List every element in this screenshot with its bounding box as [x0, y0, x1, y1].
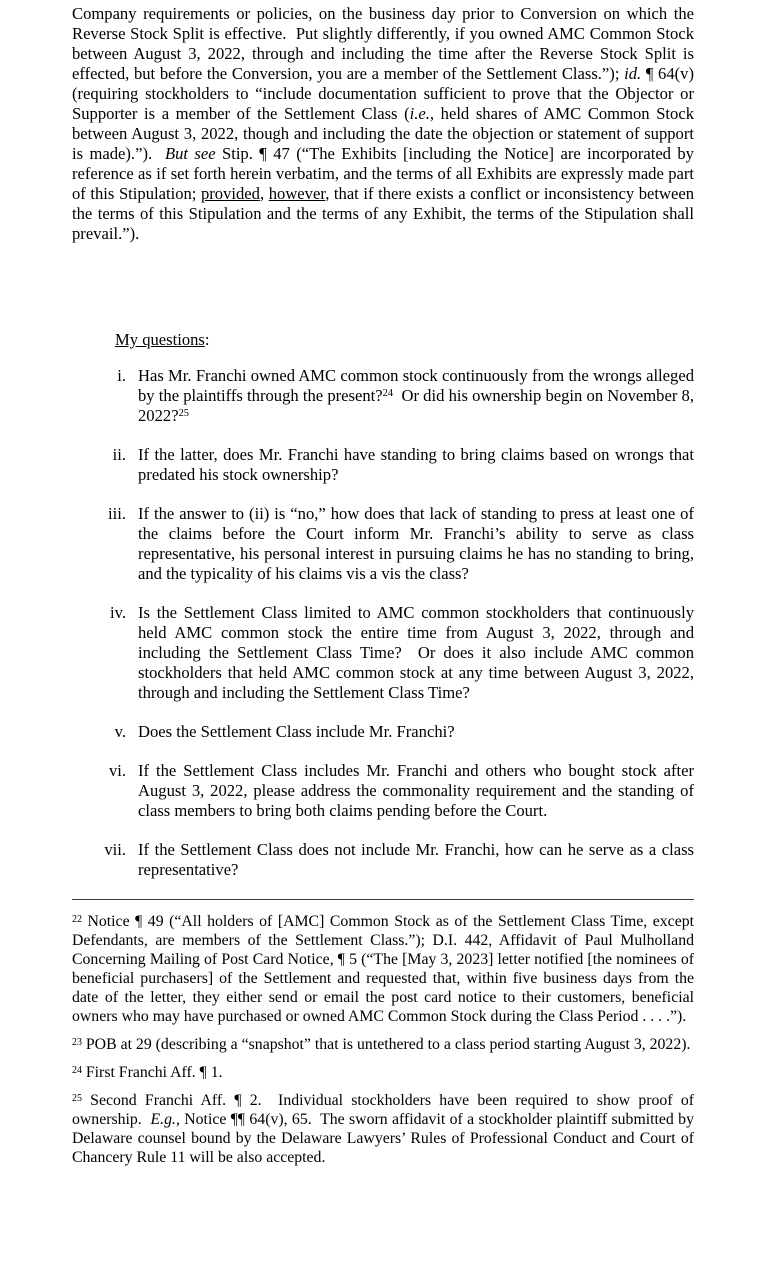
question-numeral: v.	[114, 722, 126, 741]
question-item-iv	[72, 603, 694, 703]
question-text: If the answer to (ii) is “no,” how does that lack of standing to press at least one of the claims before the Court inform Mr. Franchi’s ability to serve as class representative, his personal interest in pursuing claims he has no standing to bring, and the typicality of his claims vis a vis the class?	[138, 504, 694, 583]
question-item-vii	[72, 840, 694, 880]
question-text: If the Settlement Class includes Mr. Franchi and others who bought stock after August 3, 2022, please address the commonality requirement and the standing of class members to bring both claims pending before the Court.	[138, 761, 694, 820]
continued-quote-paragraph: Company requirements or policies, on the business day prior to Conversion on which the Reverse Stock Split is effective. Put slightly differently, if you owned AMC Common Stock between August 3, 2022, through and including the time after the Reverse Stock Split is effected, but before the Conversion, you are a member of the Settlement Class.”); id. ¶ 64(v) (requiring stockholders to “include documentation sufficient to prove that the Objector or Supporter is a member of the Settlement Class (i.e., held shares of AMC Common Stock between August 3, 2022, though and including the date the objection or statement of support is made).”). But see Stip. ¶ 47 (“The Exhibits [including the Notice] are incorporated by reference as if set forth herein verbatim, and the terms of all Exhibits are expressly made part of this Stipulation; provided, however, that if there exists a conflict or inconsistency between the terms of this Stipulation and the terms of any Exhibit, the terms of the Stipulation shall prevail.”).	[72, 4, 695, 243]
footnote-25: $^{25}$ Second Franchi Aff. ¶ 2. Individual stockholders have been required to show proof of ownership. E.g., Notice ¶¶ 64(v), 65. The sworn affidavit of a stockholder plaintiff submitted by Delaware counsel bound by the Delaware Lawyers’ Rules of Professional Conduct and Court of Chancery Rule 11 will be also accepted.	[72, 1092, 694, 1166]
question-numeral: vii.	[104, 840, 126, 859]
question-text: Has Mr. Franchi owned AMC common stock continuously from the wrongs alleged by the plaintiffs through the present?$^{24}$ Or did his ownership begin on November 8, 2022?$^{25}$	[138, 366, 694, 425]
question-item-i	[72, 366, 694, 426]
question-text: If the Settlement Class does not include Mr. Franchi, how can he serve as a class representative?	[138, 840, 694, 879]
question-numeral: vi.	[108, 761, 126, 780]
footnote-22: $^{22}$ Notice ¶ 49 (“All holders of [AMC] Common Stock as of the Settlement Class Time, except Defendants, are members of the Settlement Class.”); D.I. 442, Affidavit of Paul Mulholland Concerning Mailing of Post Card Notice, ¶ 5 (“The [May 3, 2023] letter notified [the nominees of beneficial purchasers] of the Settlement and requested that, within five business days from the date of the letter, they either send or email the post card notice to their customers, beneficial owners who may have purchased or owned AMC Common Stock during the Class Period . . . .”).	[72, 913, 694, 1025]
question-item-v	[72, 722, 694, 742]
question-numeral: i.	[117, 366, 126, 385]
footnote-23: $^{23}$ POB at 29 (describing a “snapshot” that is untethered to a class period starting August 3, 2022).	[72, 1036, 691, 1053]
footnote-separator	[72, 899, 694, 900]
questions-list	[72, 366, 694, 880]
question-item-iii	[72, 504, 694, 584]
question-numeral: iii.	[108, 504, 126, 523]
footnote-24: $^{24}$ First Franchi Aff. ¶ 1.	[72, 1064, 223, 1081]
question-item-ii	[72, 445, 694, 485]
footnotes-section	[72, 912, 694, 1167]
questions-heading: My questions:	[115, 330, 210, 349]
question-item-vi	[72, 761, 694, 821]
question-text: Does the Settlement Class include Mr. Franchi?	[138, 722, 455, 741]
question-text: Is the Settlement Class limited to AMC common stockholders that continuously held AMC common stock the entire time from August 3, 2022, through and including the Settlement Class Time? Or does it also include AMC common stockholders that held AMC common stock at any time between August 3, 2022, through and including the Settlement Class Time?	[138, 603, 694, 702]
question-text: If the latter, does Mr. Franchi have standing to bring claims based on wrongs that predated his stock ownership?	[138, 445, 694, 484]
question-numeral: iv.	[110, 603, 126, 622]
question-numeral: ii.	[112, 445, 126, 464]
